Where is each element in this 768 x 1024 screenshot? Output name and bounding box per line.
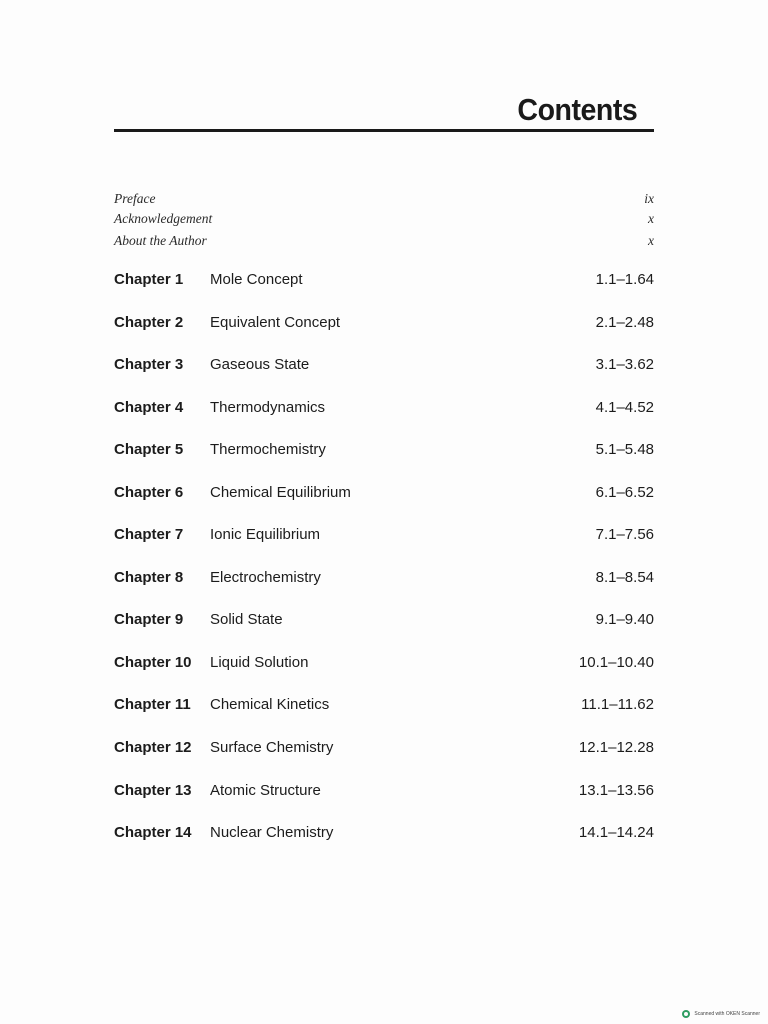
- title-rule: [114, 129, 654, 132]
- chapter-row: [114, 399, 654, 421]
- front-matter-item: [114, 211, 654, 231]
- chapter-label: Chapter 6: [114, 484, 184, 501]
- chapter-label: Chapter 13: [114, 782, 192, 799]
- chapter-label: Chapter 3: [114, 356, 184, 373]
- chapter-label: Chapter 14: [114, 824, 192, 841]
- chapter-title: Gaseous State: [210, 356, 310, 373]
- chapter-label: Chapter 10: [114, 654, 192, 671]
- chapter-row: [114, 824, 654, 846]
- chapter-pages: 4.1–4.52: [595, 399, 654, 416]
- chapter-label: Chapter 4: [114, 399, 184, 416]
- chapter-row: [114, 739, 654, 761]
- front-matter-page: x: [648, 233, 654, 248]
- chapter-pages: 6.1–6.52: [595, 484, 654, 501]
- front-matter-item: [114, 233, 654, 253]
- scanner-watermark: [682, 1010, 760, 1018]
- chapter-label: Chapter 2: [114, 314, 184, 331]
- chapter-title: Ionic Equilibrium: [210, 526, 321, 543]
- chapter-pages: 9.1–9.40: [595, 611, 654, 628]
- chapter-label: Chapter 7: [114, 526, 184, 543]
- chapter-row: [114, 356, 654, 378]
- scanner-logo-icon: [682, 1010, 690, 1018]
- chapter-row: [114, 484, 654, 506]
- chapter-title: Electrochemistry: [210, 569, 321, 586]
- chapter-pages: 3.1–3.62: [595, 356, 654, 373]
- chapter-label: Chapter 12: [114, 739, 192, 756]
- chapter-title: Chemical Kinetics: [210, 696, 330, 713]
- chapter-row: [114, 271, 654, 293]
- chapter-label: Chapter 8: [114, 569, 184, 586]
- scanner-watermark-text: Scanned with OKEN Scanner: [694, 1011, 760, 1017]
- page-title: Contents: [517, 92, 637, 127]
- chapter-title: Chemical Equilibrium: [210, 484, 351, 501]
- chapter-row: [114, 314, 654, 336]
- chapter-row: [114, 696, 654, 718]
- chapter-pages: 1.1–1.64: [595, 271, 654, 288]
- chapter-title: Thermochemistry: [210, 441, 326, 458]
- chapter-title: Liquid Solution: [210, 654, 309, 671]
- chapter-row: [114, 611, 654, 633]
- chapter-pages: 10.1–10.40: [578, 654, 654, 671]
- chapter-label: Chapter 1: [114, 271, 184, 288]
- front-matter-name: Preface: [114, 191, 156, 206]
- chapter-title: Atomic Structure: [210, 782, 321, 799]
- chapter-pages: 8.1–8.54: [595, 569, 654, 586]
- chapter-title: Solid State: [210, 611, 283, 628]
- front-matter-item: [114, 191, 654, 211]
- front-matter-page: x: [648, 211, 654, 226]
- front-matter-page: ix: [644, 191, 654, 206]
- chapter-label: Chapter 9: [114, 611, 184, 628]
- chapter-title: Surface Chemistry: [210, 739, 334, 756]
- chapter-row: [114, 654, 654, 676]
- chapter-pages: 14.1–14.24: [578, 824, 654, 841]
- chapter-pages: 5.1–5.48: [595, 441, 654, 458]
- front-matter-name: About the Author: [114, 233, 207, 248]
- chapter-pages: 12.1–12.28: [578, 739, 654, 756]
- chapter-row: [114, 782, 654, 804]
- chapter-pages: 7.1–7.56: [595, 526, 654, 543]
- chapter-row: [114, 569, 654, 591]
- chapter-row: [114, 441, 654, 463]
- front-matter-name: Acknowledgement: [114, 211, 213, 226]
- chapter-label: Chapter 5: [114, 441, 184, 458]
- chapter-title: Mole Concept: [210, 271, 303, 288]
- chapter-title: Thermodynamics: [210, 399, 326, 416]
- chapter-title: Nuclear Chemistry: [210, 824, 334, 841]
- chapter-pages: 2.1–2.48: [595, 314, 654, 331]
- chapter-title: Equivalent Concept: [210, 314, 341, 331]
- chapter-label: Chapter 11: [114, 696, 191, 713]
- chapter-pages: 13.1–13.56: [578, 782, 654, 799]
- chapter-row: [114, 526, 654, 548]
- chapter-pages: 11.1–11.62: [581, 696, 654, 713]
